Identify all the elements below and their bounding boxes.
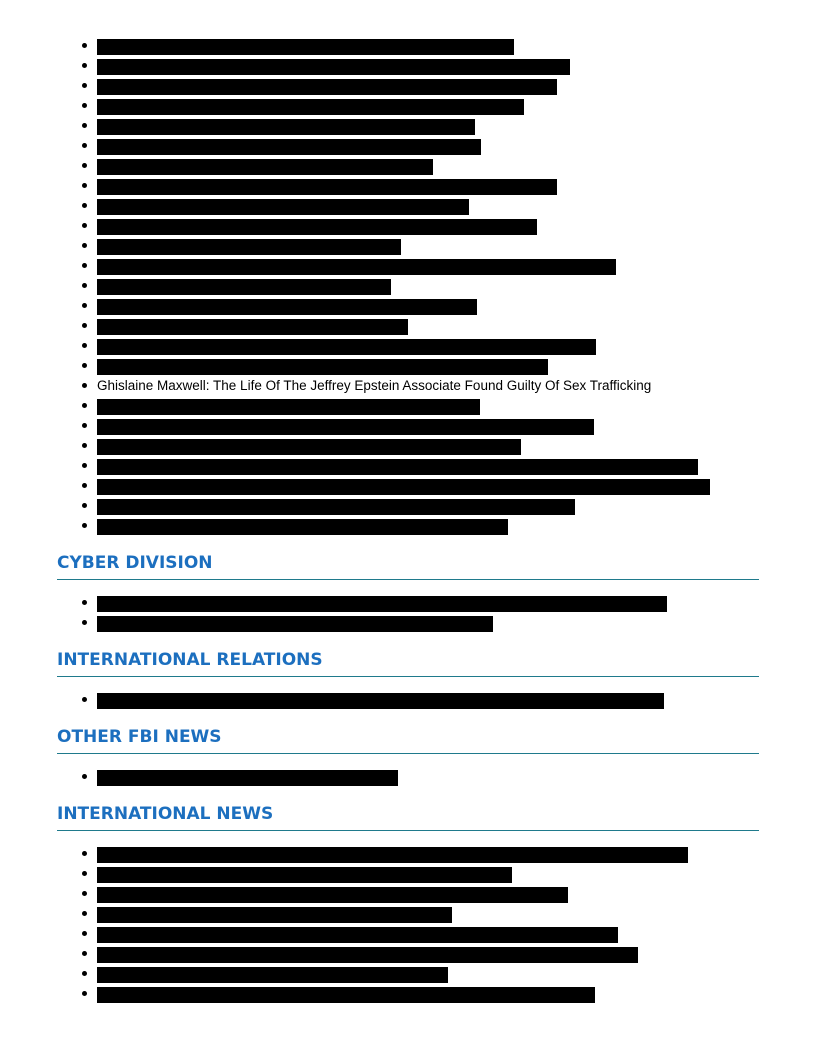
redaction-bar	[97, 179, 557, 195]
list-item-redacted	[0, 339, 816, 359]
bullet-icon	[82, 63, 87, 68]
list-item-redacted	[0, 439, 816, 459]
redaction-bar	[97, 159, 433, 175]
redaction-bar	[97, 693, 664, 709]
bullet-icon	[82, 103, 87, 108]
redaction-bar	[97, 947, 638, 963]
redaction-bar	[97, 887, 568, 903]
list-item-redacted	[0, 947, 816, 967]
list-item-redacted	[0, 239, 816, 259]
bullet-icon	[82, 123, 87, 128]
list-item-redacted	[0, 399, 816, 419]
redaction-bar	[97, 459, 698, 475]
news-headline: Ghislaine Maxwell: The Life Of The Jeffrey Epstein Associate Found Guilty Of Sex Trafficking	[97, 378, 652, 393]
bullet-icon	[82, 183, 87, 188]
bullet-icon	[82, 303, 87, 308]
list-item-redacted	[0, 887, 816, 907]
redaction-bar	[97, 59, 570, 75]
bullet-icon	[82, 423, 87, 428]
bullet-icon	[82, 971, 87, 976]
international-news-list	[0, 847, 816, 1007]
list-item-redacted	[0, 499, 816, 519]
list-item-redacted	[0, 59, 816, 79]
list-item-redacted	[0, 219, 816, 239]
list-item-redacted	[0, 119, 816, 139]
list-item-redacted	[0, 616, 816, 636]
redaction-bar	[97, 219, 537, 235]
bullet-icon	[82, 43, 87, 48]
section-cyber-division	[57, 552, 759, 580]
list-item-maxwell	[0, 379, 816, 399]
bullet-icon	[82, 383, 87, 388]
section-other-fbi-news	[57, 726, 759, 754]
bullet-icon	[82, 697, 87, 702]
section-international-relations	[57, 649, 759, 677]
bullet-icon	[82, 443, 87, 448]
redaction-bar	[97, 279, 391, 295]
list-item-redacted	[0, 847, 816, 867]
section-heading: CYBER DIVISION	[57, 553, 213, 573]
bullet-icon	[82, 403, 87, 408]
redaction-bar	[97, 259, 616, 275]
list-item-redacted	[0, 279, 816, 299]
bullet-icon	[82, 851, 87, 856]
list-item-redacted	[0, 479, 816, 499]
list-item-redacted	[0, 770, 816, 790]
bullet-icon	[82, 203, 87, 208]
bullet-icon	[82, 931, 87, 936]
bullet-icon	[82, 283, 87, 288]
redaction-bar	[97, 39, 514, 55]
list-item-redacted	[0, 319, 816, 339]
bullet-icon	[82, 600, 87, 605]
list-item-redacted	[0, 519, 816, 539]
list-item-redacted	[0, 159, 816, 179]
list-item-redacted	[0, 99, 816, 119]
bullet-icon	[82, 523, 87, 528]
list-item-redacted	[0, 359, 816, 379]
list-item-redacted	[0, 199, 816, 219]
bullet-icon	[82, 263, 87, 268]
top-news-list	[0, 39, 816, 539]
other-fbi-news-list	[0, 770, 816, 790]
bullet-icon	[82, 871, 87, 876]
section-divider	[57, 579, 759, 580]
bullet-icon	[82, 503, 87, 508]
bullet-icon	[82, 343, 87, 348]
redaction-bar	[97, 99, 524, 115]
list-item-redacted	[0, 987, 816, 1007]
list-item-redacted	[0, 39, 816, 59]
bullet-icon	[82, 911, 87, 916]
redaction-bar	[97, 399, 480, 415]
redaction-bar	[97, 419, 594, 435]
redaction-bar	[97, 867, 512, 883]
bullet-icon	[82, 223, 87, 228]
redaction-bar	[97, 199, 469, 215]
list-item-redacted	[0, 79, 816, 99]
redaction-bar	[97, 359, 548, 375]
redaction-bar	[97, 847, 688, 863]
redaction-bar	[97, 987, 595, 1003]
bullet-icon	[82, 163, 87, 168]
list-item-redacted	[0, 459, 816, 479]
redaction-bar	[97, 439, 521, 455]
redaction-bar	[97, 596, 667, 612]
bullet-icon	[82, 483, 87, 488]
list-item-redacted	[0, 139, 816, 159]
list-item-redacted	[0, 693, 816, 713]
redaction-bar	[97, 139, 481, 155]
redaction-bar	[97, 770, 398, 786]
list-item-redacted	[0, 299, 816, 319]
redaction-bar	[97, 479, 710, 495]
section-international-news	[57, 803, 759, 831]
section-heading: INTERNATIONAL NEWS	[57, 804, 274, 824]
bullet-icon	[82, 620, 87, 625]
cyber-division-list	[0, 596, 816, 636]
redaction-bar	[97, 239, 401, 255]
bullet-icon	[82, 323, 87, 328]
bullet-icon	[82, 991, 87, 996]
redaction-bar	[97, 299, 477, 315]
list-item-redacted	[0, 179, 816, 199]
bullet-icon	[82, 83, 87, 88]
redaction-bar	[97, 339, 596, 355]
redaction-bar	[97, 79, 557, 95]
section-divider	[57, 753, 759, 754]
list-item-redacted	[0, 596, 816, 616]
bullet-icon	[82, 951, 87, 956]
redaction-bar	[97, 907, 452, 923]
list-item-redacted	[0, 419, 816, 439]
list-item-redacted	[0, 907, 816, 927]
section-divider	[57, 830, 759, 831]
bullet-icon	[82, 243, 87, 248]
bullet-icon	[82, 143, 87, 148]
section-heading: OTHER FBI NEWS	[57, 727, 222, 747]
bullet-icon	[82, 891, 87, 896]
bullet-icon	[82, 774, 87, 779]
bullet-icon	[82, 363, 87, 368]
redaction-bar	[97, 319, 408, 335]
international-relations-list	[0, 693, 816, 713]
list-item-redacted	[0, 867, 816, 887]
redaction-bar	[97, 967, 448, 983]
redaction-bar	[97, 927, 618, 943]
redaction-bar	[97, 616, 493, 632]
list-item-redacted	[0, 967, 816, 987]
list-item-redacted	[0, 259, 816, 279]
bullet-icon	[82, 463, 87, 468]
section-divider	[57, 676, 759, 677]
redaction-bar	[97, 499, 575, 515]
redaction-bar	[97, 119, 475, 135]
list-item-redacted	[0, 927, 816, 947]
redaction-bar	[97, 519, 508, 535]
section-heading: INTERNATIONAL RELATIONS	[57, 650, 323, 670]
